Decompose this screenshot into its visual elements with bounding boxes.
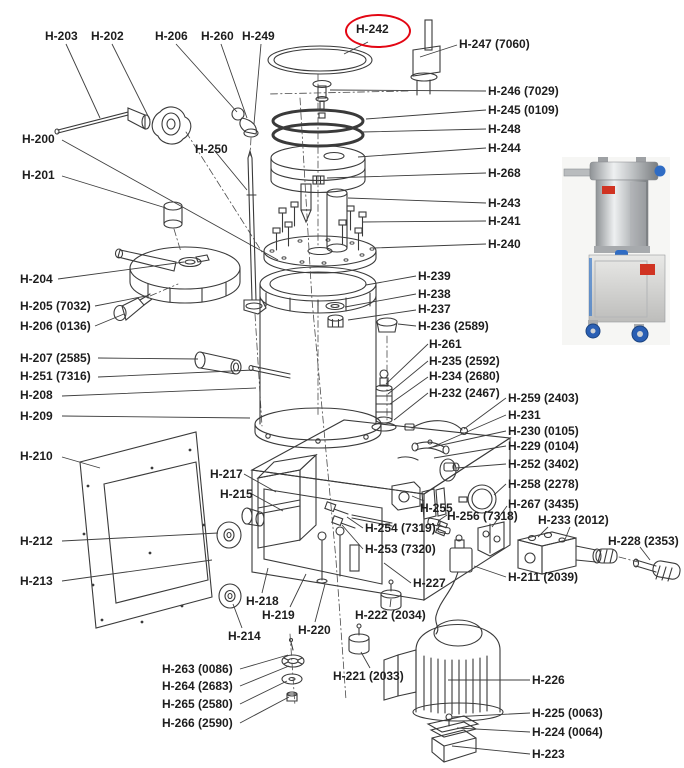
part-label-h-205: H-205 (7032) — [20, 299, 91, 313]
part-label-h-208: H-208 — [20, 388, 53, 402]
part-label-h-264: H-264 (2683) — [162, 679, 233, 693]
part-label-h-252: H-252 (3402) — [508, 457, 579, 471]
part-label-h-210: H-210 — [20, 449, 53, 463]
part-label-h-218: H-218 — [246, 594, 279, 608]
part-label-h-226: H-226 — [532, 673, 565, 687]
part-label-h-242: H-242 — [356, 22, 389, 36]
part-label-h-256: H-256 (7318) — [447, 509, 518, 523]
part-label-h-250: H-250 — [195, 142, 228, 156]
part-label-h-244: H-244 — [488, 141, 521, 155]
part-label-h-240: H-240 — [488, 237, 521, 251]
part-label-h-260: H-260 — [201, 29, 234, 43]
part-label-h-238: H-238 — [418, 287, 451, 301]
part-label-h-211: H-211 (2039) — [508, 570, 579, 584]
part-label-h-214: H-214 — [228, 629, 261, 643]
part-label-h-245: H-245 (0109) — [488, 103, 559, 117]
part-label-h-217: H-217 — [210, 467, 243, 481]
part-label-h-229: H-229 (0104) — [508, 439, 579, 453]
part-label-h-220: H-220 — [298, 623, 331, 637]
part-label-h-201: H-201 — [22, 168, 55, 182]
part-label-h-200: H-200 — [22, 132, 55, 146]
part-label-h-221: H-221 (2033) — [333, 669, 404, 683]
part-label-h-206: H-206 — [155, 29, 188, 43]
part-label-h-223: H-223 — [532, 747, 565, 761]
part-label-h-247: H-247 (7060) — [459, 37, 530, 51]
part-label-h-215: H-215 — [220, 487, 253, 501]
part-label-h-213: H-213 — [20, 574, 53, 588]
part-label-h-225: H-225 (0063) — [532, 706, 603, 720]
part-label-h-203: H-203 — [45, 29, 78, 43]
part-label-h-234: H-234 (2680) — [429, 369, 500, 383]
part-label-h-239: H-239 — [418, 269, 451, 283]
part-label-h-202: H-202 — [91, 29, 124, 43]
part-label-h-222: H-222 (2034) — [355, 608, 426, 622]
part-label-h-232: H-232 (2467) — [429, 386, 500, 400]
part-label-h-207: H-207 (2585) — [20, 351, 91, 365]
part-label-h-266: H-266 (2590) — [162, 716, 233, 730]
part-label-h-249: H-249 — [242, 29, 275, 43]
part-label-h-241: H-241 — [488, 214, 521, 228]
part-label-h-267: H-267 (3435) — [508, 497, 579, 511]
part-label-h-255: H-255 — [420, 501, 453, 515]
part-label-h-209: H-209 — [20, 409, 53, 423]
part-label-h-235: H-235 (2592) — [429, 354, 500, 368]
part-label-h-204: H-204 — [20, 272, 53, 286]
part-label-h-236: H-236 (2589) — [418, 319, 489, 333]
part-label-h-243: H-243 — [488, 196, 521, 210]
part-label-h-230: H-230 (0105) — [508, 424, 579, 438]
part-label-h-233: H-233 (2012) — [538, 513, 609, 527]
part-label-h-268: H-268 — [488, 166, 521, 180]
part-label-h-259: H-259 (2403) — [508, 391, 579, 405]
part-label-h-206: H-206 (0136) — [20, 319, 91, 333]
part-label-h-254: H-254 (7319) — [365, 521, 436, 535]
part-label-h-258: H-258 (2278) — [508, 477, 579, 491]
part-label-h-231: H-231 — [508, 408, 541, 422]
part-label-h-219: H-219 — [262, 608, 295, 622]
part-label-h-227: H-227 — [413, 576, 446, 590]
part-label-h-265: H-265 (2580) — [162, 697, 233, 711]
part-label-h-261: H-261 — [429, 337, 462, 351]
part-label-h-228: H-228 (2353) — [608, 534, 679, 548]
part-label-h-246: H-246 (7029) — [488, 84, 559, 98]
part-label-h-253: H-253 (7320) — [365, 542, 436, 556]
part-label-h-248: H-248 — [488, 122, 521, 136]
part-label-h-251: H-251 (7316) — [20, 369, 91, 383]
part-label-h-263: H-263 (0086) — [162, 662, 233, 676]
part-label-h-212: H-212 — [20, 534, 53, 548]
part-label-h-224: H-224 (0064) — [532, 725, 603, 739]
part-label-h-237: H-237 — [418, 302, 451, 316]
